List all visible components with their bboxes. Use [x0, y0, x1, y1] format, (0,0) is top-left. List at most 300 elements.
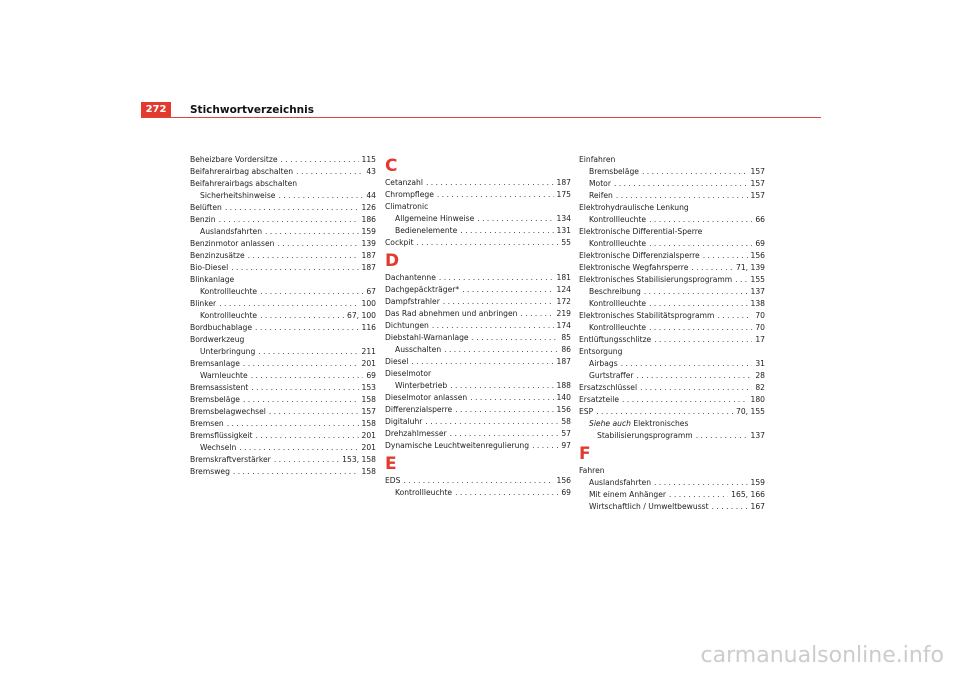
- entry-label: Kontrollleuchte: [589, 215, 647, 224]
- entry-label: Einfahren: [579, 155, 616, 164]
- entry-label: Beifahrerairbag abschalten: [190, 167, 294, 176]
- entry-label: Diesel: [385, 357, 409, 366]
- dot-leader: [691, 262, 733, 274]
- dot-leader: [470, 392, 553, 404]
- index-entry: [190, 250, 376, 262]
- entry-page-ref: 138: [750, 299, 765, 308]
- entry-label: Digitaluhr: [385, 417, 423, 426]
- index-entry: [579, 346, 765, 358]
- dot-leader: [520, 308, 553, 320]
- index-entry: [190, 238, 376, 250]
- entry-label: Dieselmotor anlassen: [385, 393, 468, 402]
- index-entry: [385, 392, 571, 404]
- index-entry: [385, 320, 571, 332]
- index-entry: [385, 237, 571, 249]
- entry-page-ref: 124: [556, 285, 571, 294]
- dot-leader: [649, 238, 752, 250]
- dot-leader: [640, 382, 752, 394]
- entry-label: Unterbringung: [200, 347, 256, 356]
- dot-leader: [227, 418, 359, 430]
- entry-label: Dampfstrahler: [385, 297, 440, 306]
- entry-label: Warnleuchte: [200, 371, 248, 380]
- entry-page-ref: 175: [556, 190, 571, 199]
- index-entry: [579, 334, 765, 346]
- index-entry: [579, 250, 765, 262]
- dot-leader: [219, 298, 358, 310]
- index-subentry: [190, 286, 376, 298]
- entry-page-ref: 137: [750, 431, 765, 440]
- entry-page-ref: 187: [556, 178, 571, 187]
- index-subentry: [385, 213, 571, 225]
- entry-page-ref: 70: [755, 311, 765, 320]
- entry-label: Dieselmotor: [385, 369, 432, 378]
- index-subentry: [579, 358, 765, 370]
- entry-label: Bremsassistent: [190, 383, 249, 392]
- entry-label: Elektronische Wegfahrsperre: [579, 263, 689, 272]
- index-entry: [579, 202, 765, 214]
- index-entry: [190, 406, 376, 418]
- entry-label: Kontrollleuchte: [589, 323, 647, 332]
- index-letter-heading: F: [579, 444, 591, 464]
- entry-label: Bremsbeläge: [589, 167, 639, 176]
- entry-page-ref: 140: [556, 393, 571, 402]
- index-entry: [579, 262, 765, 274]
- dot-leader: [256, 430, 359, 442]
- entry-page-ref: 82: [755, 383, 765, 392]
- entry-label: Bremsanlage: [190, 359, 240, 368]
- entry-label: Siehe auch Elektronisches: [589, 419, 689, 428]
- page-title: Stichwortverzeichnis: [190, 104, 314, 116]
- entry-page-ref: 159: [750, 478, 765, 487]
- entry-page-ref: 158: [361, 419, 376, 428]
- index-subentry: [579, 501, 765, 513]
- dot-leader: [616, 190, 748, 202]
- dot-leader: [444, 344, 558, 356]
- index-entry: [190, 262, 376, 274]
- dot-leader: [443, 296, 554, 308]
- entry-page-ref: 69: [366, 371, 376, 380]
- index-entry: [385, 416, 571, 428]
- entry-label: Elektronisches Stabilisierungsprogramm: [579, 275, 733, 284]
- dot-leader: [455, 404, 553, 416]
- entry-label: Diebstahl-Warnanlage: [385, 333, 469, 342]
- index-entry: [385, 296, 571, 308]
- entry-label: Beschreibung: [589, 287, 641, 296]
- entry-label: Bordwerkzeug: [190, 335, 245, 344]
- entry-label: Bremsbelagwechsel: [190, 407, 266, 416]
- dot-leader: [260, 286, 363, 298]
- entry-label: Kontrollleuchte: [200, 311, 258, 320]
- entry-page-ref: 137: [750, 287, 765, 296]
- dot-leader: [296, 166, 363, 178]
- entry-page-ref: 187: [556, 357, 571, 366]
- dot-leader: [255, 322, 358, 334]
- entry-label: Wirtschaftlich / Umweltbewusst: [589, 502, 709, 511]
- entry-page-ref: 67: [366, 287, 376, 296]
- page-number: 272: [141, 102, 171, 117]
- entry-label: Kontrollleuchte: [589, 299, 647, 308]
- dot-leader: [532, 440, 558, 452]
- entry-label: Gurtstraffer: [589, 371, 634, 380]
- entry-label: Stabilisierungsprogramm: [597, 431, 693, 440]
- dot-leader: [416, 237, 558, 249]
- entry-page-ref: 153, 158: [342, 455, 376, 464]
- entry-label: Blinker: [190, 299, 217, 308]
- index-entry: [385, 356, 571, 368]
- entry-label: Bremskraftverstärker: [190, 455, 271, 464]
- entry-page-ref: 71, 139: [736, 263, 765, 272]
- dot-leader: [477, 213, 553, 225]
- dot-leader: [450, 428, 559, 440]
- dot-leader: [432, 320, 554, 332]
- entry-page-ref: 186: [361, 215, 376, 224]
- entry-label: Beheizbare Vordersitze: [190, 155, 278, 164]
- index-subentry: [579, 298, 765, 310]
- entry-label: Climatronic: [385, 202, 429, 211]
- entry-label: Cetanzahl: [385, 178, 423, 187]
- dot-leader: [654, 334, 752, 346]
- entry-label: Bordbuchablage: [190, 323, 253, 332]
- entry-label: Elektrohydraulische Lenkung: [579, 203, 689, 212]
- entry-label: Bremsweg: [190, 467, 230, 476]
- entry-label: Kontrollleuchte: [589, 239, 647, 248]
- entry-label: Winterbetrieb: [395, 381, 448, 390]
- index-subentry: [579, 418, 765, 430]
- index-entry: [190, 466, 376, 478]
- dot-leader: [621, 358, 753, 370]
- dot-leader: [411, 356, 553, 368]
- entry-page-ref: 157: [361, 407, 376, 416]
- dot-leader: [614, 178, 748, 190]
- dot-leader: [278, 190, 363, 202]
- dot-leader: [717, 310, 752, 322]
- entry-label: Sicherheitshinweise: [200, 191, 276, 200]
- index-entry: [579, 226, 765, 238]
- entry-label: Dachantenne: [385, 273, 436, 282]
- entry-page-ref: 157: [750, 191, 765, 200]
- index-column-1: [190, 154, 376, 478]
- index-entry: [579, 394, 765, 406]
- entry-page-ref: 139: [361, 239, 376, 248]
- entry-page-ref: 187: [361, 251, 376, 260]
- entry-page-ref: 58: [561, 417, 571, 426]
- dot-leader: [472, 332, 559, 344]
- entry-page-ref: 201: [361, 359, 376, 368]
- dot-leader: [243, 358, 359, 370]
- index-subentry: [385, 380, 571, 392]
- entry-page-ref: 155: [750, 275, 765, 284]
- index-entry: [579, 406, 765, 418]
- entry-label: Entlüftungsschlitze: [579, 335, 652, 344]
- entry-label: Benzinmotor anlassen: [190, 239, 275, 248]
- entry-page-ref: 172: [556, 297, 571, 306]
- entry-page-ref: 157: [750, 179, 765, 188]
- entry-page-ref: 85: [561, 333, 571, 342]
- entry-page-ref: 31: [755, 359, 765, 368]
- index-subentry: [579, 489, 765, 501]
- index-entry: [190, 418, 376, 430]
- index-entry: [385, 332, 571, 344]
- entry-label: Auslandsfahrten: [200, 227, 263, 236]
- header-divider: [141, 117, 821, 118]
- entry-label: ESP: [579, 407, 594, 416]
- entry-label: Entsorgung: [579, 347, 623, 356]
- index-subentry: [579, 370, 765, 382]
- entry-page-ref: 158: [361, 395, 376, 404]
- index-entry: [385, 272, 571, 284]
- entry-label: Bedienelemente: [395, 226, 458, 235]
- entry-label: Drehzahlmesser: [385, 429, 447, 438]
- entry-page-ref: 201: [361, 443, 376, 452]
- dot-leader: [735, 274, 747, 286]
- entry-label: EDS: [385, 476, 401, 485]
- dot-leader: [243, 394, 359, 406]
- entry-label: Bremsen: [190, 419, 224, 428]
- entry-label: Airbags: [589, 359, 618, 368]
- index-entry: [579, 465, 765, 477]
- entry-page-ref: 181: [556, 273, 571, 282]
- entry-page-ref: 43: [366, 167, 376, 176]
- index-subentry: [385, 344, 571, 356]
- index-entry: [385, 404, 571, 416]
- index-entry: [190, 454, 376, 466]
- entry-page-ref: 156: [556, 476, 571, 485]
- watermark: carmanualsonline.info: [700, 643, 944, 668]
- dot-leader: [426, 177, 554, 189]
- index-entry: [579, 154, 765, 166]
- entry-label: Allgemeine Hinweise: [395, 214, 475, 223]
- dot-leader: [274, 454, 339, 466]
- index-subentry: [579, 178, 765, 190]
- index-entry: [190, 382, 376, 394]
- entry-label: Benzin: [190, 215, 216, 224]
- dot-leader: [455, 487, 558, 499]
- dot-leader: [649, 214, 752, 226]
- index-entry: [579, 274, 765, 286]
- entry-page-ref: 167: [750, 502, 765, 511]
- entry-page-ref: 70: [755, 323, 765, 332]
- entry-label: Das Rad abnehmen und anbringen: [385, 309, 518, 318]
- index-entry: [385, 189, 571, 201]
- dot-leader: [669, 489, 728, 501]
- entry-page-ref: 187: [361, 263, 376, 272]
- index-entry: [190, 394, 376, 406]
- dot-leader: [649, 298, 747, 310]
- index-subentry: [579, 430, 765, 442]
- index-column-3: [579, 154, 765, 513]
- index-entry: [385, 428, 571, 440]
- entry-page-ref: 165, 166: [731, 490, 765, 499]
- index-subentry: [579, 214, 765, 226]
- entry-page-ref: 44: [366, 191, 376, 200]
- entry-page-ref: 158: [361, 467, 376, 476]
- index-entry: [385, 177, 571, 189]
- entry-page-ref: 153: [361, 383, 376, 392]
- dot-leader: [637, 370, 753, 382]
- dot-leader: [450, 380, 553, 392]
- entry-page-ref: 66: [755, 215, 765, 224]
- index-subentry: [190, 226, 376, 238]
- index-entry: [190, 154, 376, 166]
- dot-leader: [712, 501, 748, 513]
- dot-leader: [439, 272, 554, 284]
- entry-page-ref: 157: [750, 167, 765, 176]
- dot-leader: [462, 284, 553, 296]
- index-subentry: [579, 190, 765, 202]
- index-subentry: [579, 166, 765, 178]
- entry-page-ref: 156: [750, 251, 765, 260]
- index-entry: [190, 298, 376, 310]
- entry-page-ref: 134: [556, 214, 571, 223]
- entry-label: Bio-Diesel: [190, 263, 229, 272]
- entry-page-ref: 100: [361, 299, 376, 308]
- entry-label: Ersatzschlüssel: [579, 383, 638, 392]
- entry-label: Differenzialsperre: [385, 405, 453, 414]
- dot-leader: [654, 477, 747, 489]
- index-subentry: [385, 487, 571, 499]
- index-letter-heading: C: [385, 156, 398, 176]
- entry-page-ref: 70, 155: [736, 407, 765, 416]
- dot-leader: [251, 370, 364, 382]
- index-entry: [190, 166, 376, 178]
- entry-label: Ersatzteile: [579, 395, 620, 404]
- entry-label: Dichtungen: [385, 321, 429, 330]
- entry-label: Belüften: [190, 203, 222, 212]
- index-entry: [190, 202, 376, 214]
- entry-page-ref: 126: [361, 203, 376, 212]
- dot-leader: [260, 310, 344, 322]
- entry-label: Beifahrerairbags abschalten: [190, 179, 298, 188]
- index-subentry: [579, 238, 765, 250]
- entry-page-ref: 28: [755, 371, 765, 380]
- entry-page-ref: 219: [556, 309, 571, 318]
- dot-leader: [596, 406, 733, 418]
- dot-leader: [425, 416, 558, 428]
- dot-leader: [251, 382, 358, 394]
- entry-label: Cockpit: [385, 238, 414, 247]
- entry-label: Dachgepäckträger*: [385, 285, 460, 294]
- entry-page-ref: 159: [361, 227, 376, 236]
- dot-leader: [649, 322, 752, 334]
- dot-leader: [437, 189, 554, 201]
- index-entry: [385, 284, 571, 296]
- entry-label: Motor: [589, 179, 611, 188]
- index-entry: [190, 430, 376, 442]
- dot-leader: [248, 250, 359, 262]
- entry-label: Mit einem Anhänger: [589, 490, 667, 499]
- entry-label: Wechseln: [200, 443, 237, 452]
- entry-label: Kontrollleuchte: [395, 488, 453, 497]
- index-subentry: [579, 286, 765, 298]
- index-subentry: [579, 322, 765, 334]
- entry-label: Elektronisches Stabilitätsprogramm: [579, 311, 715, 320]
- entry-page-ref: 156: [556, 405, 571, 414]
- index-subentry: [190, 346, 376, 358]
- entry-page-ref: 180: [750, 395, 765, 404]
- index-entry: [190, 178, 376, 190]
- entry-label: Blinkanlage: [190, 275, 235, 284]
- entry-page-ref: 86: [561, 345, 571, 354]
- dot-leader: [622, 394, 747, 406]
- entry-page-ref: 57: [561, 429, 571, 438]
- entry-label: Fahren: [579, 466, 605, 475]
- entry-page-ref: 69: [755, 239, 765, 248]
- index-subentry: [579, 477, 765, 489]
- entry-page-ref: 17: [755, 335, 765, 344]
- dot-leader: [644, 286, 748, 298]
- dot-leader: [231, 262, 358, 274]
- dot-leader: [265, 226, 358, 238]
- entry-page-ref: 211: [361, 347, 376, 356]
- dot-leader: [703, 250, 748, 262]
- dot-leader: [642, 166, 748, 178]
- entry-label: Bremsbeläge: [190, 395, 240, 404]
- dot-leader: [277, 238, 358, 250]
- dot-leader: [403, 475, 553, 487]
- index-entry: [385, 475, 571, 487]
- index-entry: [385, 308, 571, 320]
- index-subentry: [190, 310, 376, 322]
- entry-page-ref: 131: [556, 226, 571, 235]
- index-subentry: [190, 442, 376, 454]
- index-entry: [385, 368, 571, 380]
- dot-leader: [696, 430, 748, 442]
- dot-leader: [281, 154, 359, 166]
- entry-label: Dynamische Leuchtweitenregulierung: [385, 441, 530, 450]
- index-subentry: [190, 370, 376, 382]
- index-entry: [190, 334, 376, 346]
- dot-leader: [225, 202, 359, 214]
- index-letter-heading: D: [385, 251, 400, 271]
- index-entry: [190, 274, 376, 286]
- entry-page-ref: 97: [561, 441, 571, 450]
- index-column-2: [385, 154, 571, 499]
- index-entry: [385, 440, 571, 452]
- entry-page-ref: 115: [361, 155, 376, 164]
- index-subentry: [385, 225, 571, 237]
- entry-label: Benzinzusätze: [190, 251, 245, 260]
- index-entry: [385, 201, 571, 213]
- entry-page-ref: 174: [556, 321, 571, 330]
- dot-leader: [239, 442, 358, 454]
- index-entry: [190, 322, 376, 334]
- entry-page-ref: 55: [561, 238, 571, 247]
- index-letter-heading: E: [385, 454, 397, 474]
- dot-leader: [460, 225, 553, 237]
- entry-label: Chrompflege: [385, 190, 434, 199]
- index-entry: [190, 358, 376, 370]
- index-entry: [579, 382, 765, 394]
- entry-page-ref: 201: [361, 431, 376, 440]
- entry-page-ref: 69: [561, 488, 571, 497]
- entry-label: Auslandsfahrten: [589, 478, 652, 487]
- entry-page-ref: 67, 100: [347, 311, 376, 320]
- entry-label: Ausschalten: [395, 345, 442, 354]
- index-entry: [190, 214, 376, 226]
- entry-label: Kontrollleuchte: [200, 287, 258, 296]
- entry-label: Reifen: [589, 191, 613, 200]
- entry-label: Elektronische Differenzialsperre: [579, 251, 700, 260]
- dot-leader: [233, 466, 359, 478]
- entry-page-ref: 116: [361, 323, 376, 332]
- entry-page-ref: 188: [556, 381, 571, 390]
- dot-leader: [269, 406, 359, 418]
- index-entry: [579, 310, 765, 322]
- dot-leader: [219, 214, 359, 226]
- dot-leader: [258, 346, 358, 358]
- index-subentry: [190, 190, 376, 202]
- entry-label: Bremsflüssigkeit: [190, 431, 253, 440]
